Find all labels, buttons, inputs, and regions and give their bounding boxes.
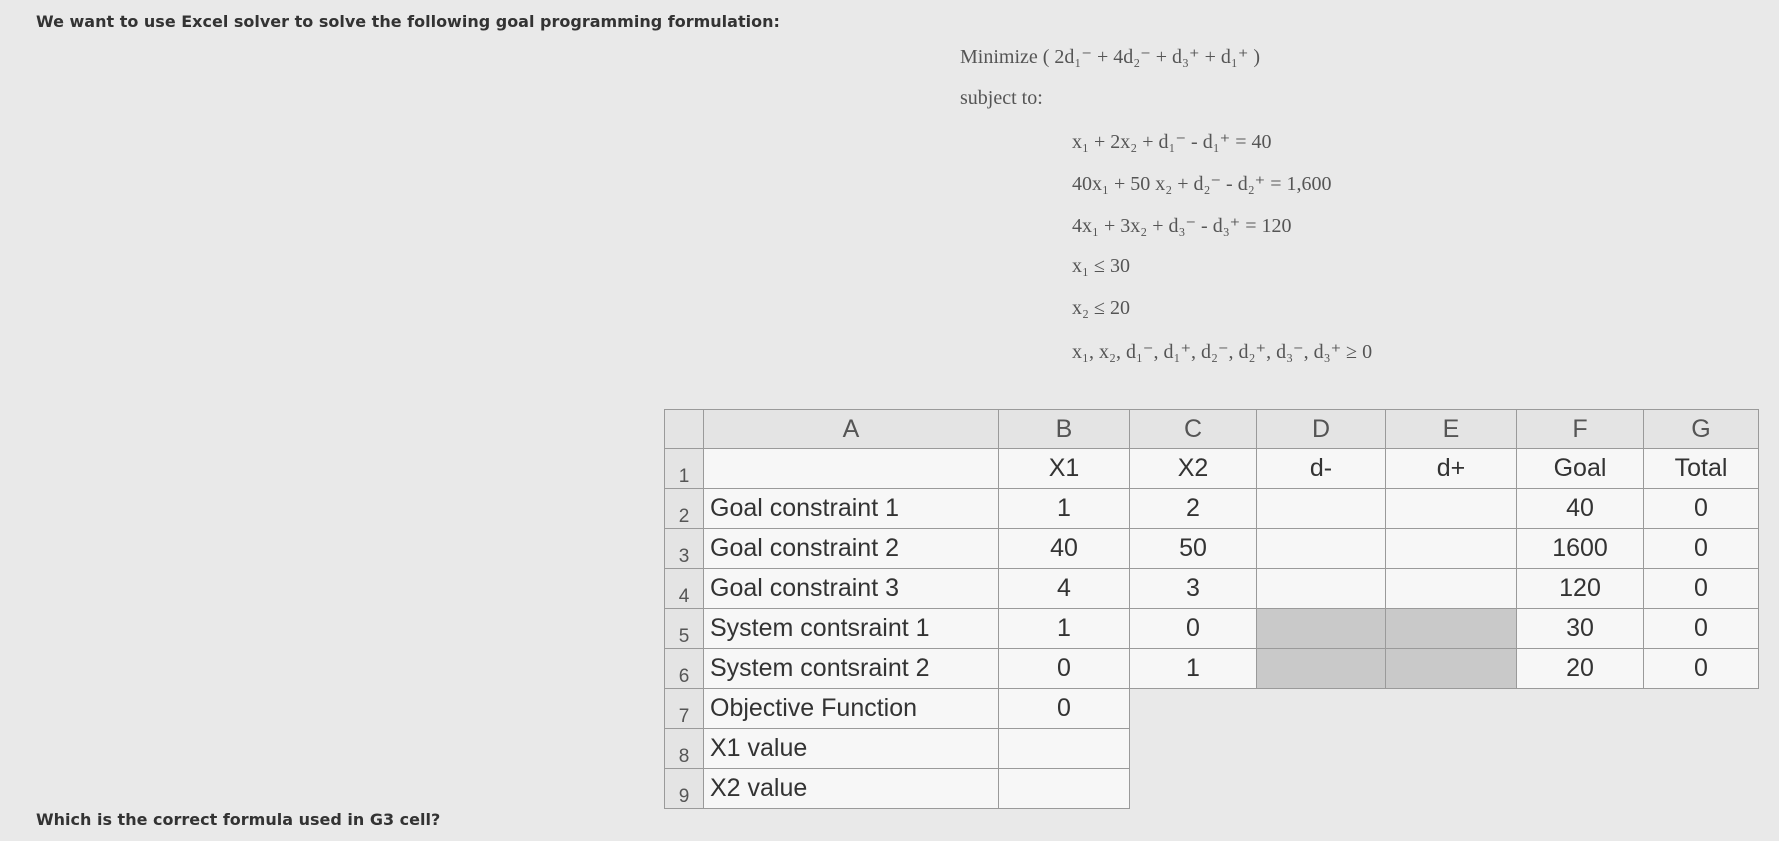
spreadsheet xyxy=(664,409,1759,809)
cell-g2[interactable]: 0 xyxy=(1644,489,1759,529)
row-number[interactable]: 3 xyxy=(665,529,704,569)
cell-e6[interactable] xyxy=(1386,649,1517,689)
cell-a3[interactable]: Goal constraint 2 xyxy=(704,529,999,569)
subject-to-label: subject to: xyxy=(960,87,1043,109)
table-row xyxy=(665,769,1759,809)
cell-c5[interactable]: 0 xyxy=(1130,609,1257,649)
column-header-row xyxy=(665,410,1759,449)
table-row xyxy=(665,689,1759,729)
row-number[interactable]: 2 xyxy=(665,489,704,529)
cell-c2[interactable]: 2 xyxy=(1130,489,1257,529)
cell-f6[interactable]: 20 xyxy=(1517,649,1644,689)
cell-e5[interactable] xyxy=(1386,609,1517,649)
table-row xyxy=(665,449,1759,489)
table-row xyxy=(665,489,1759,529)
table-row xyxy=(665,729,1759,769)
cell-b8[interactable] xyxy=(999,729,1130,769)
row-number[interactable]: 5 xyxy=(665,609,704,649)
cell-d3[interactable] xyxy=(1257,529,1386,569)
cell-g4[interactable]: 0 xyxy=(1644,569,1759,609)
cell-e2[interactable] xyxy=(1386,489,1517,529)
cell-b5[interactable]: 1 xyxy=(999,609,1130,649)
cell-c3[interactable]: 50 xyxy=(1130,529,1257,569)
cell-a8[interactable]: X1 value xyxy=(704,729,999,769)
cell-b7[interactable]: 0 xyxy=(999,689,1130,729)
cell-g5[interactable]: 0 xyxy=(1644,609,1759,649)
column-header-c[interactable]: C xyxy=(1130,410,1257,449)
objective-line: Minimize ( 2d₁⁻ + 4d₂⁻ + d₃⁺ + d₁⁺ ) xyxy=(960,46,1261,68)
cell-c4[interactable]: 3 xyxy=(1130,569,1257,609)
cell-a9[interactable]: X2 value xyxy=(704,769,999,809)
cell-c1[interactable]: X2 xyxy=(1130,449,1257,489)
cell-b4[interactable]: 4 xyxy=(999,569,1130,609)
table-row xyxy=(665,609,1759,649)
empty-area xyxy=(1130,769,1759,809)
cell-g1[interactable]: Total xyxy=(1644,449,1759,489)
cell-b9[interactable] xyxy=(999,769,1130,809)
cell-a1[interactable] xyxy=(704,449,999,489)
cell-f2[interactable]: 40 xyxy=(1517,489,1644,529)
row-number[interactable]: 7 xyxy=(665,689,704,729)
constraint-line: x₁ + 2x₂ + d₁⁻ - d₁⁺ = 40 xyxy=(1072,131,1272,153)
cell-b6[interactable]: 0 xyxy=(999,649,1130,689)
cell-b3[interactable]: 40 xyxy=(999,529,1130,569)
table-row xyxy=(665,569,1759,609)
constraint-line: 4x₁ + 3x₂ + d₃⁻ - d₃⁺ = 120 xyxy=(1072,215,1292,237)
cell-b1[interactable]: X1 xyxy=(999,449,1130,489)
cell-a7[interactable]: Objective Function xyxy=(704,689,999,729)
cell-c6[interactable]: 1 xyxy=(1130,649,1257,689)
cell-d6[interactable] xyxy=(1257,649,1386,689)
cell-f1[interactable]: Goal xyxy=(1517,449,1644,489)
cell-e3[interactable] xyxy=(1386,529,1517,569)
column-header-a[interactable]: A xyxy=(704,410,999,449)
column-header-e[interactable]: E xyxy=(1386,410,1517,449)
cell-a6[interactable]: System contsraint 2 xyxy=(704,649,999,689)
cell-d1[interactable]: d- xyxy=(1257,449,1386,489)
cell-a2[interactable]: Goal constraint 1 xyxy=(704,489,999,529)
empty-area xyxy=(1130,689,1759,729)
row-number[interactable]: 9 xyxy=(665,769,704,809)
select-all-corner[interactable] xyxy=(665,410,704,449)
cell-f3[interactable]: 1600 xyxy=(1517,529,1644,569)
cell-d2[interactable] xyxy=(1257,489,1386,529)
column-header-d[interactable]: D xyxy=(1257,410,1386,449)
cell-f4[interactable]: 120 xyxy=(1517,569,1644,609)
question-prompt: Which is the correct formula used in G3 cell? xyxy=(36,810,441,829)
row-number[interactable]: 1 xyxy=(665,449,704,489)
constraint-line: x₁, x₂, d₁⁻, d₁⁺, d₂⁻, d₂⁺, d₃⁻, d₃⁺ ≥ 0 xyxy=(1072,341,1373,363)
constraint-line: x₁ ≤ 30 xyxy=(1072,255,1130,277)
table-row xyxy=(665,649,1759,689)
cell-e4[interactable] xyxy=(1386,569,1517,609)
empty-area xyxy=(1130,729,1759,769)
question-text: We want to use Excel solver to solve the following goal programming formulation: xyxy=(36,12,780,31)
cell-e1[interactable]: d+ xyxy=(1386,449,1517,489)
row-number[interactable]: 6 xyxy=(665,649,704,689)
constraint-line: 40x₁ + 50 x₂ + d₂⁻ - d₂⁺ = 1,600 xyxy=(1072,173,1332,195)
cell-d5[interactable] xyxy=(1257,609,1386,649)
table-row xyxy=(665,529,1759,569)
cell-f5[interactable]: 30 xyxy=(1517,609,1644,649)
cell-a4[interactable]: Goal constraint 3 xyxy=(704,569,999,609)
row-number[interactable]: 8 xyxy=(665,729,704,769)
cell-d4[interactable] xyxy=(1257,569,1386,609)
column-header-g[interactable]: G xyxy=(1644,410,1759,449)
column-header-b[interactable]: B xyxy=(999,410,1130,449)
cell-g3[interactable]: 0 xyxy=(1644,529,1759,569)
row-number[interactable]: 4 xyxy=(665,569,704,609)
column-header-f[interactable]: F xyxy=(1517,410,1644,449)
cell-a5[interactable]: System contsraint 1 xyxy=(704,609,999,649)
cell-b2[interactable]: 1 xyxy=(999,489,1130,529)
cell-g6[interactable]: 0 xyxy=(1644,649,1759,689)
constraint-line: x₂ ≤ 20 xyxy=(1072,297,1130,319)
